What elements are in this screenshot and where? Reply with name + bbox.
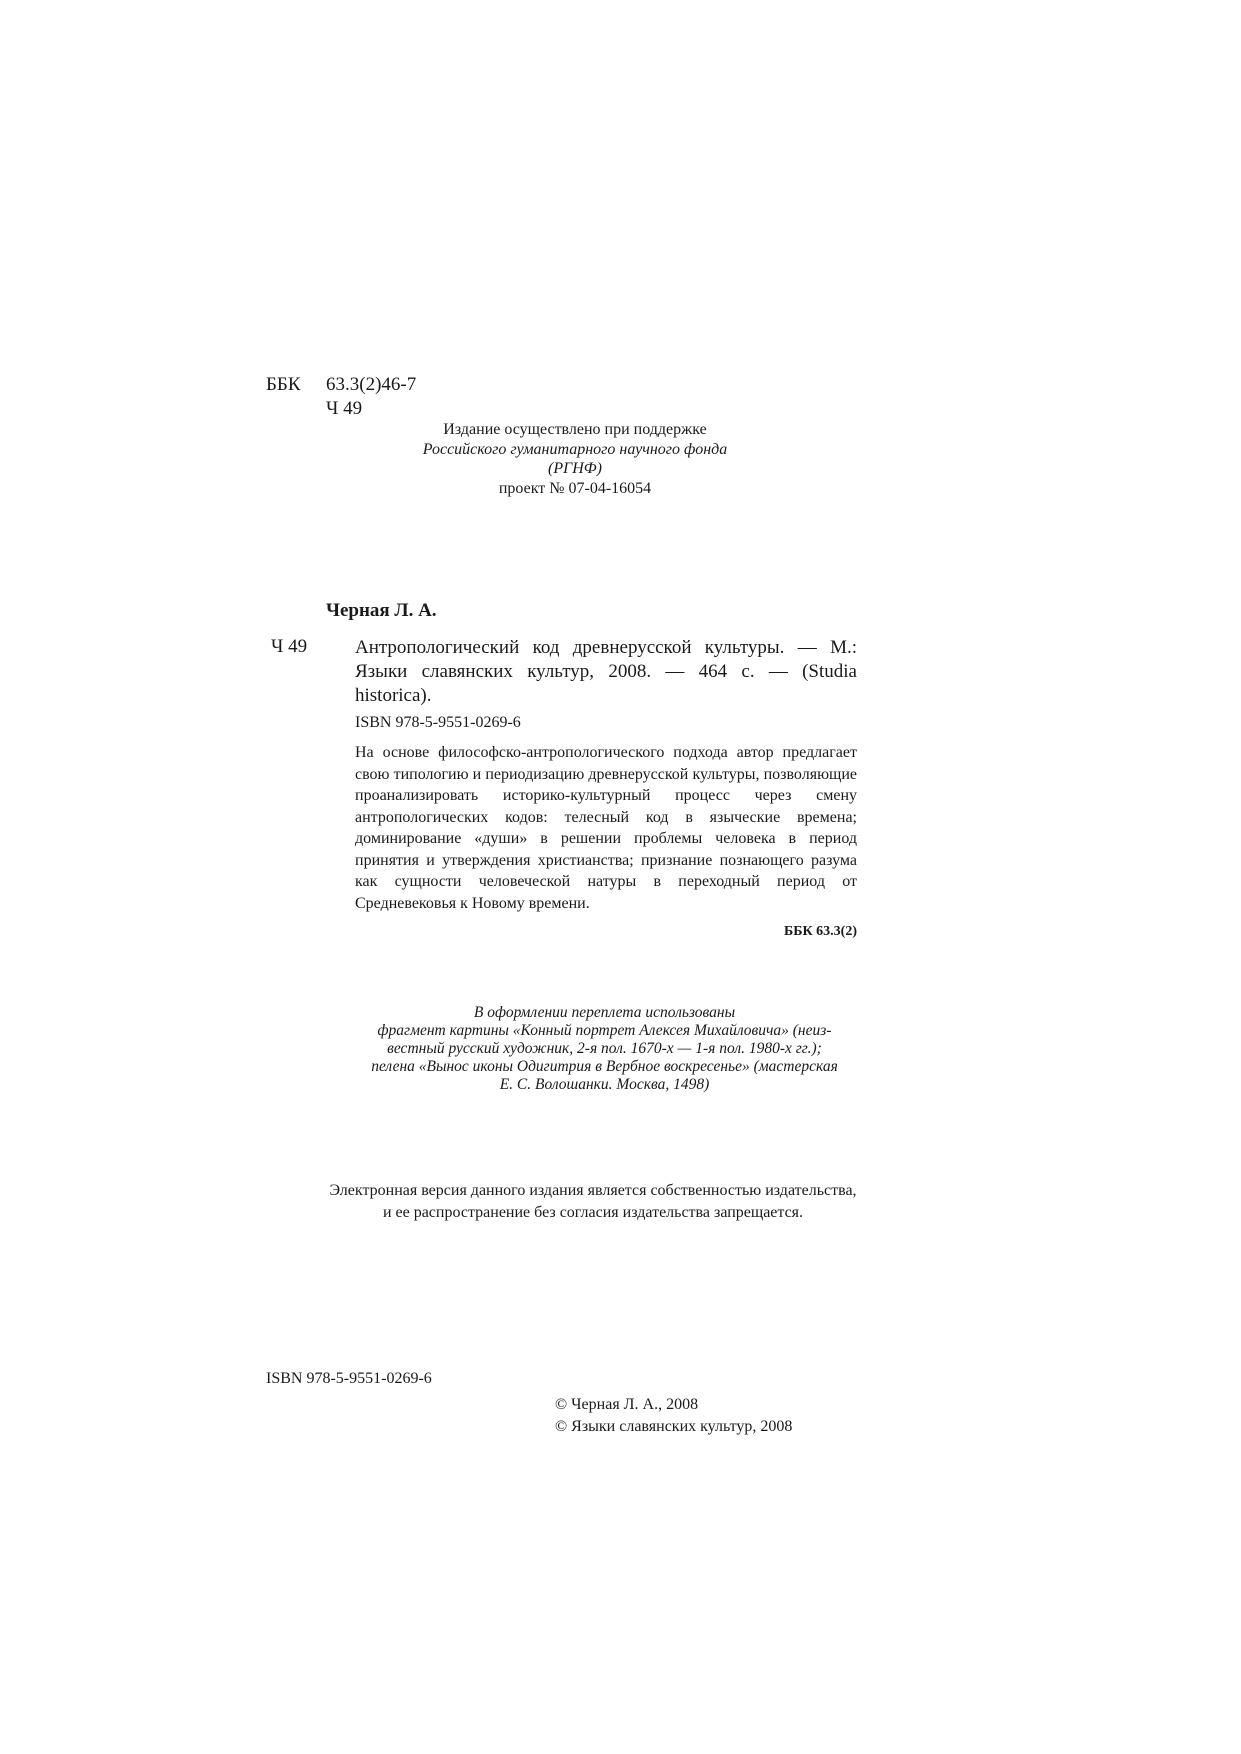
notice-line-2: и ее распространение без согласия издательства запрещается. <box>382 1204 804 1221</box>
binding-credits <box>352 1004 857 1094</box>
bbk-short: ББК 63.3(2) <box>784 924 857 939</box>
author-heading: Черная Л. А. <box>326 600 437 621</box>
bbk-label: ББК <box>266 374 301 395</box>
notice-line-1: Электронная версия данного издания является собственностью издательства, <box>329 1182 857 1199</box>
copyright-publisher: © Языки славянских культур, 2008 <box>555 1418 793 1435</box>
binding-line-2: фрагмент картины «Конный портрет Алексея Михайловича» (неиз- <box>377 1022 832 1039</box>
card-isbn: ISBN 978-5-9551-0269-6 <box>355 714 521 731</box>
bbk-code: 63.3(2)46-7 <box>326 374 417 395</box>
card-author-code: Ч 49 <box>271 636 308 657</box>
binding-line-4: пелена «Вынос иконы Одигитрия в Вербное воскресенье» (мастерская <box>371 1058 838 1075</box>
binding-line-3: вестный русский художник, 2-я пол. 1670-х — 1-я пол. 1980-х гг.); <box>387 1040 822 1057</box>
binding-line-5: Е. С. Волошанки. Москва, 1498) <box>499 1076 710 1093</box>
binding-line-1: В оформлении переплета использованы <box>473 1004 736 1021</box>
copyright-lines <box>555 1394 792 1438</box>
footer-isbn: ISBN 978-5-9551-0269-6 <box>266 1370 432 1387</box>
copyright-notice <box>270 1180 916 1224</box>
funding-note <box>420 420 730 498</box>
funding-line-4: проект № 07-04-16054 <box>498 479 652 497</box>
bibliographic-entry: Антропологический код древнерусской культуры. — М.: Языки славянских культур, 2008. — 464 с. — (Studia historica). <box>355 637 857 706</box>
funding-line-2: Российского гуманитарного научного фонда <box>422 440 728 458</box>
funding-line-3: (РГНФ) <box>548 460 602 477</box>
funding-line-1: Издание осуществлено при поддержке <box>443 421 707 438</box>
copyright-author: © Черная Л. А., 2008 <box>555 1396 699 1413</box>
bbk-author-code: Ч 49 <box>326 398 363 419</box>
annotation: На основе философско-антропологического подхода автор предлагает свою типологию и периодизацию древнерусской культуры, позволяющие проанализировать историко-культурный процесс через смену антропологических кодов: телесный код в языческие времена; доминирование «души» в решении проблемы человека в период принятия и утверждения христианства; признание познающего разума как сущности человеческой натуры в переходный период от Средневековья к Новому времени. <box>355 744 857 912</box>
